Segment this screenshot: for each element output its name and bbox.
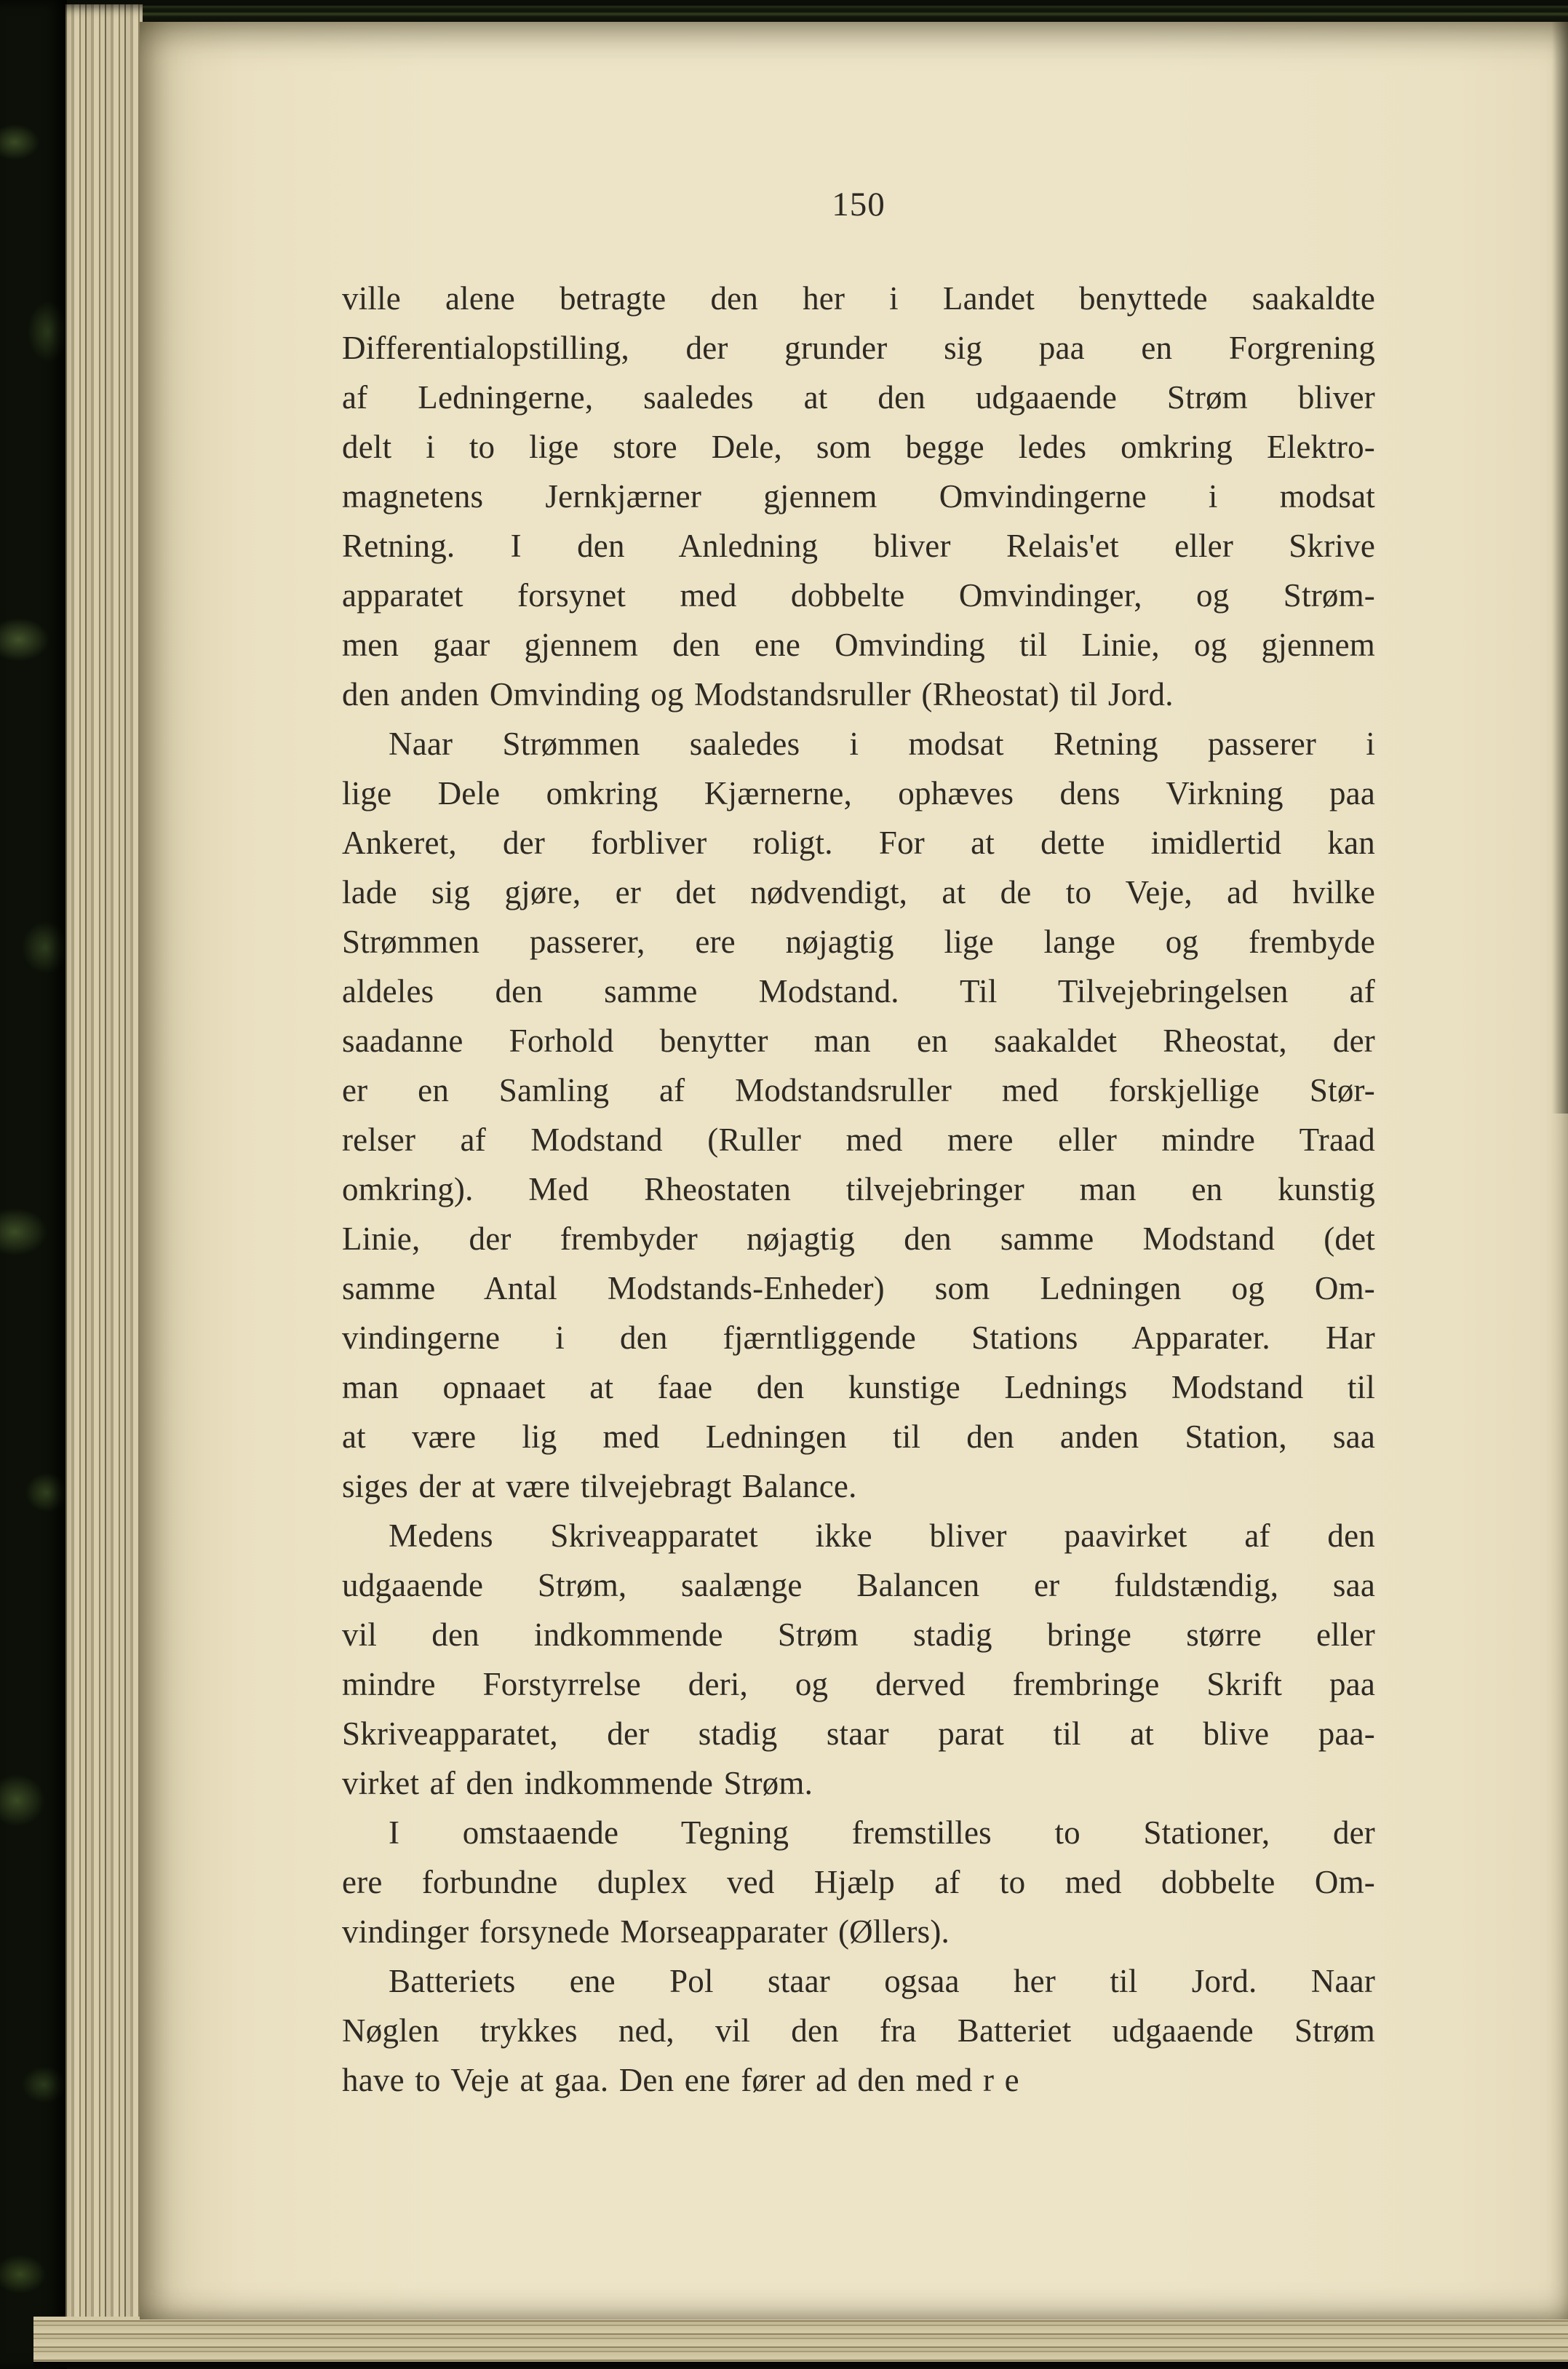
text-line: Strømmen passerer, ere nøjagtig lige lange og frembyde xyxy=(342,924,1375,960)
text-line: Differentialopstilling, der grunder sig paa en Forgrening xyxy=(342,330,1375,366)
book-spine xyxy=(0,0,67,2369)
text-line: at være lig med Ledningen til den anden Station, saa xyxy=(342,1418,1375,1455)
page-number: 150 xyxy=(832,186,886,223)
page-edge-stack-left xyxy=(65,4,143,2357)
text-line: lade sig gjøre, er det nødvendigt, at de to Veje, ad hvilke xyxy=(342,874,1375,910)
text-line: ere forbundne duplex ved Hjælp af to med dobbelte Om- xyxy=(342,1864,1375,1900)
text-line: omkring). Med Rheostaten tilvejebringer man en kunstig xyxy=(342,1171,1375,1207)
text-line: have to Veje at gaa. Den ene fører ad den med r e xyxy=(342,2062,1019,2098)
book-page xyxy=(140,22,1568,2320)
text-line: vindingerne i den fjærntliggende Stations Apparater. Har xyxy=(342,1320,1375,1356)
text-line: siges der at være tilvejebragt Balance. xyxy=(342,1468,857,1504)
text-line: Skriveapparatet, der stadig staar parat til at blive paa- xyxy=(342,1715,1375,1752)
text-line: delt i to lige store Dele, som begge ledes omkring Elektro- xyxy=(342,429,1375,465)
text-line: vindinger forsynede Morseapparater (Øllers). xyxy=(342,1913,950,1950)
text-line: den anden Omvinding og Modstandsruller (Rheostat) til Jord. xyxy=(342,676,1174,713)
text-line: Medens Skriveapparatet ikke bliver paavirket af den xyxy=(389,1517,1375,1554)
text-line: saadanne Forhold benytter man en saakaldet Rheostat, der xyxy=(342,1023,1375,1059)
paragraph xyxy=(342,1511,1375,1808)
text-line: magnetens Jernkjærner gjennem Omvindingerne i modsat xyxy=(342,478,1375,515)
text-line: Retning. I den Anledning bliver Relais'et eller Skrive xyxy=(342,528,1375,564)
text-line: men gaar gjennem den ene Omvinding til Linie, og gjennem xyxy=(342,627,1375,663)
text-line: udgaaende Strøm, saalænge Balancen er fuldstændig, saa xyxy=(342,1567,1375,1603)
text-line: Linie, der frembyder nøjagtig den samme Modstand (det xyxy=(342,1221,1375,1257)
text-line: ville alene betragte den her i Landet benyttede saakaldte xyxy=(342,280,1375,317)
text-line: aldeles den samme Modstand. Til Tilvejebringelsen af xyxy=(342,973,1375,1009)
page-edge-stack-bottom xyxy=(33,2317,1568,2362)
text-line: I omstaaende Tegning fremstilles to Stationer, der xyxy=(389,1814,1375,1851)
text-line: lige Dele omkring Kjærnerne, ophæves dens Virkning paa xyxy=(342,775,1375,812)
text-line: Batteriets ene Pol staar ogsaa her til Jord. Naar xyxy=(389,1963,1375,1999)
text-line: er en Samling af Modstandsruller med forskjellige Stør- xyxy=(342,1072,1375,1108)
text-line: Nøglen trykkes ned, vil den fra Batteriet udgaaende Strøm xyxy=(342,2012,1375,2049)
text-line: af Ledningerne, saaledes at den udgaaende Strøm bliver xyxy=(342,379,1375,416)
text-line: mindre Forstyrrelse deri, og derved frembringe Skrift paa xyxy=(342,1666,1375,1702)
text-line: Naar Strømmen saaledes i modsat Retning passerer i xyxy=(389,726,1375,762)
page-text xyxy=(342,274,1375,2105)
paragraph xyxy=(342,719,1375,1511)
text-line: virket af den indkommende Strøm. xyxy=(342,1765,813,1801)
text-line: relser af Modstand (Ruller med mere eller mindre Traad xyxy=(342,1122,1375,1158)
text-line: apparatet forsynet med dobbelte Omvindinger, og Strøm- xyxy=(342,577,1375,614)
paragraph xyxy=(342,1808,1375,1956)
text-line: man opnaaet at faae den kunstige Lednings Modstand til xyxy=(342,1369,1375,1405)
text-line: vil den indkommende Strøm stadig bringe større eller xyxy=(342,1616,1375,1653)
paragraph xyxy=(342,274,1375,719)
paragraph xyxy=(342,1956,1375,2105)
text-line: samme Antal Modstands-Enheder) som Ledningen og Om- xyxy=(342,1270,1375,1306)
text-line: Ankeret, der forbliver roligt. For at dette imidlertid kan xyxy=(342,825,1375,861)
